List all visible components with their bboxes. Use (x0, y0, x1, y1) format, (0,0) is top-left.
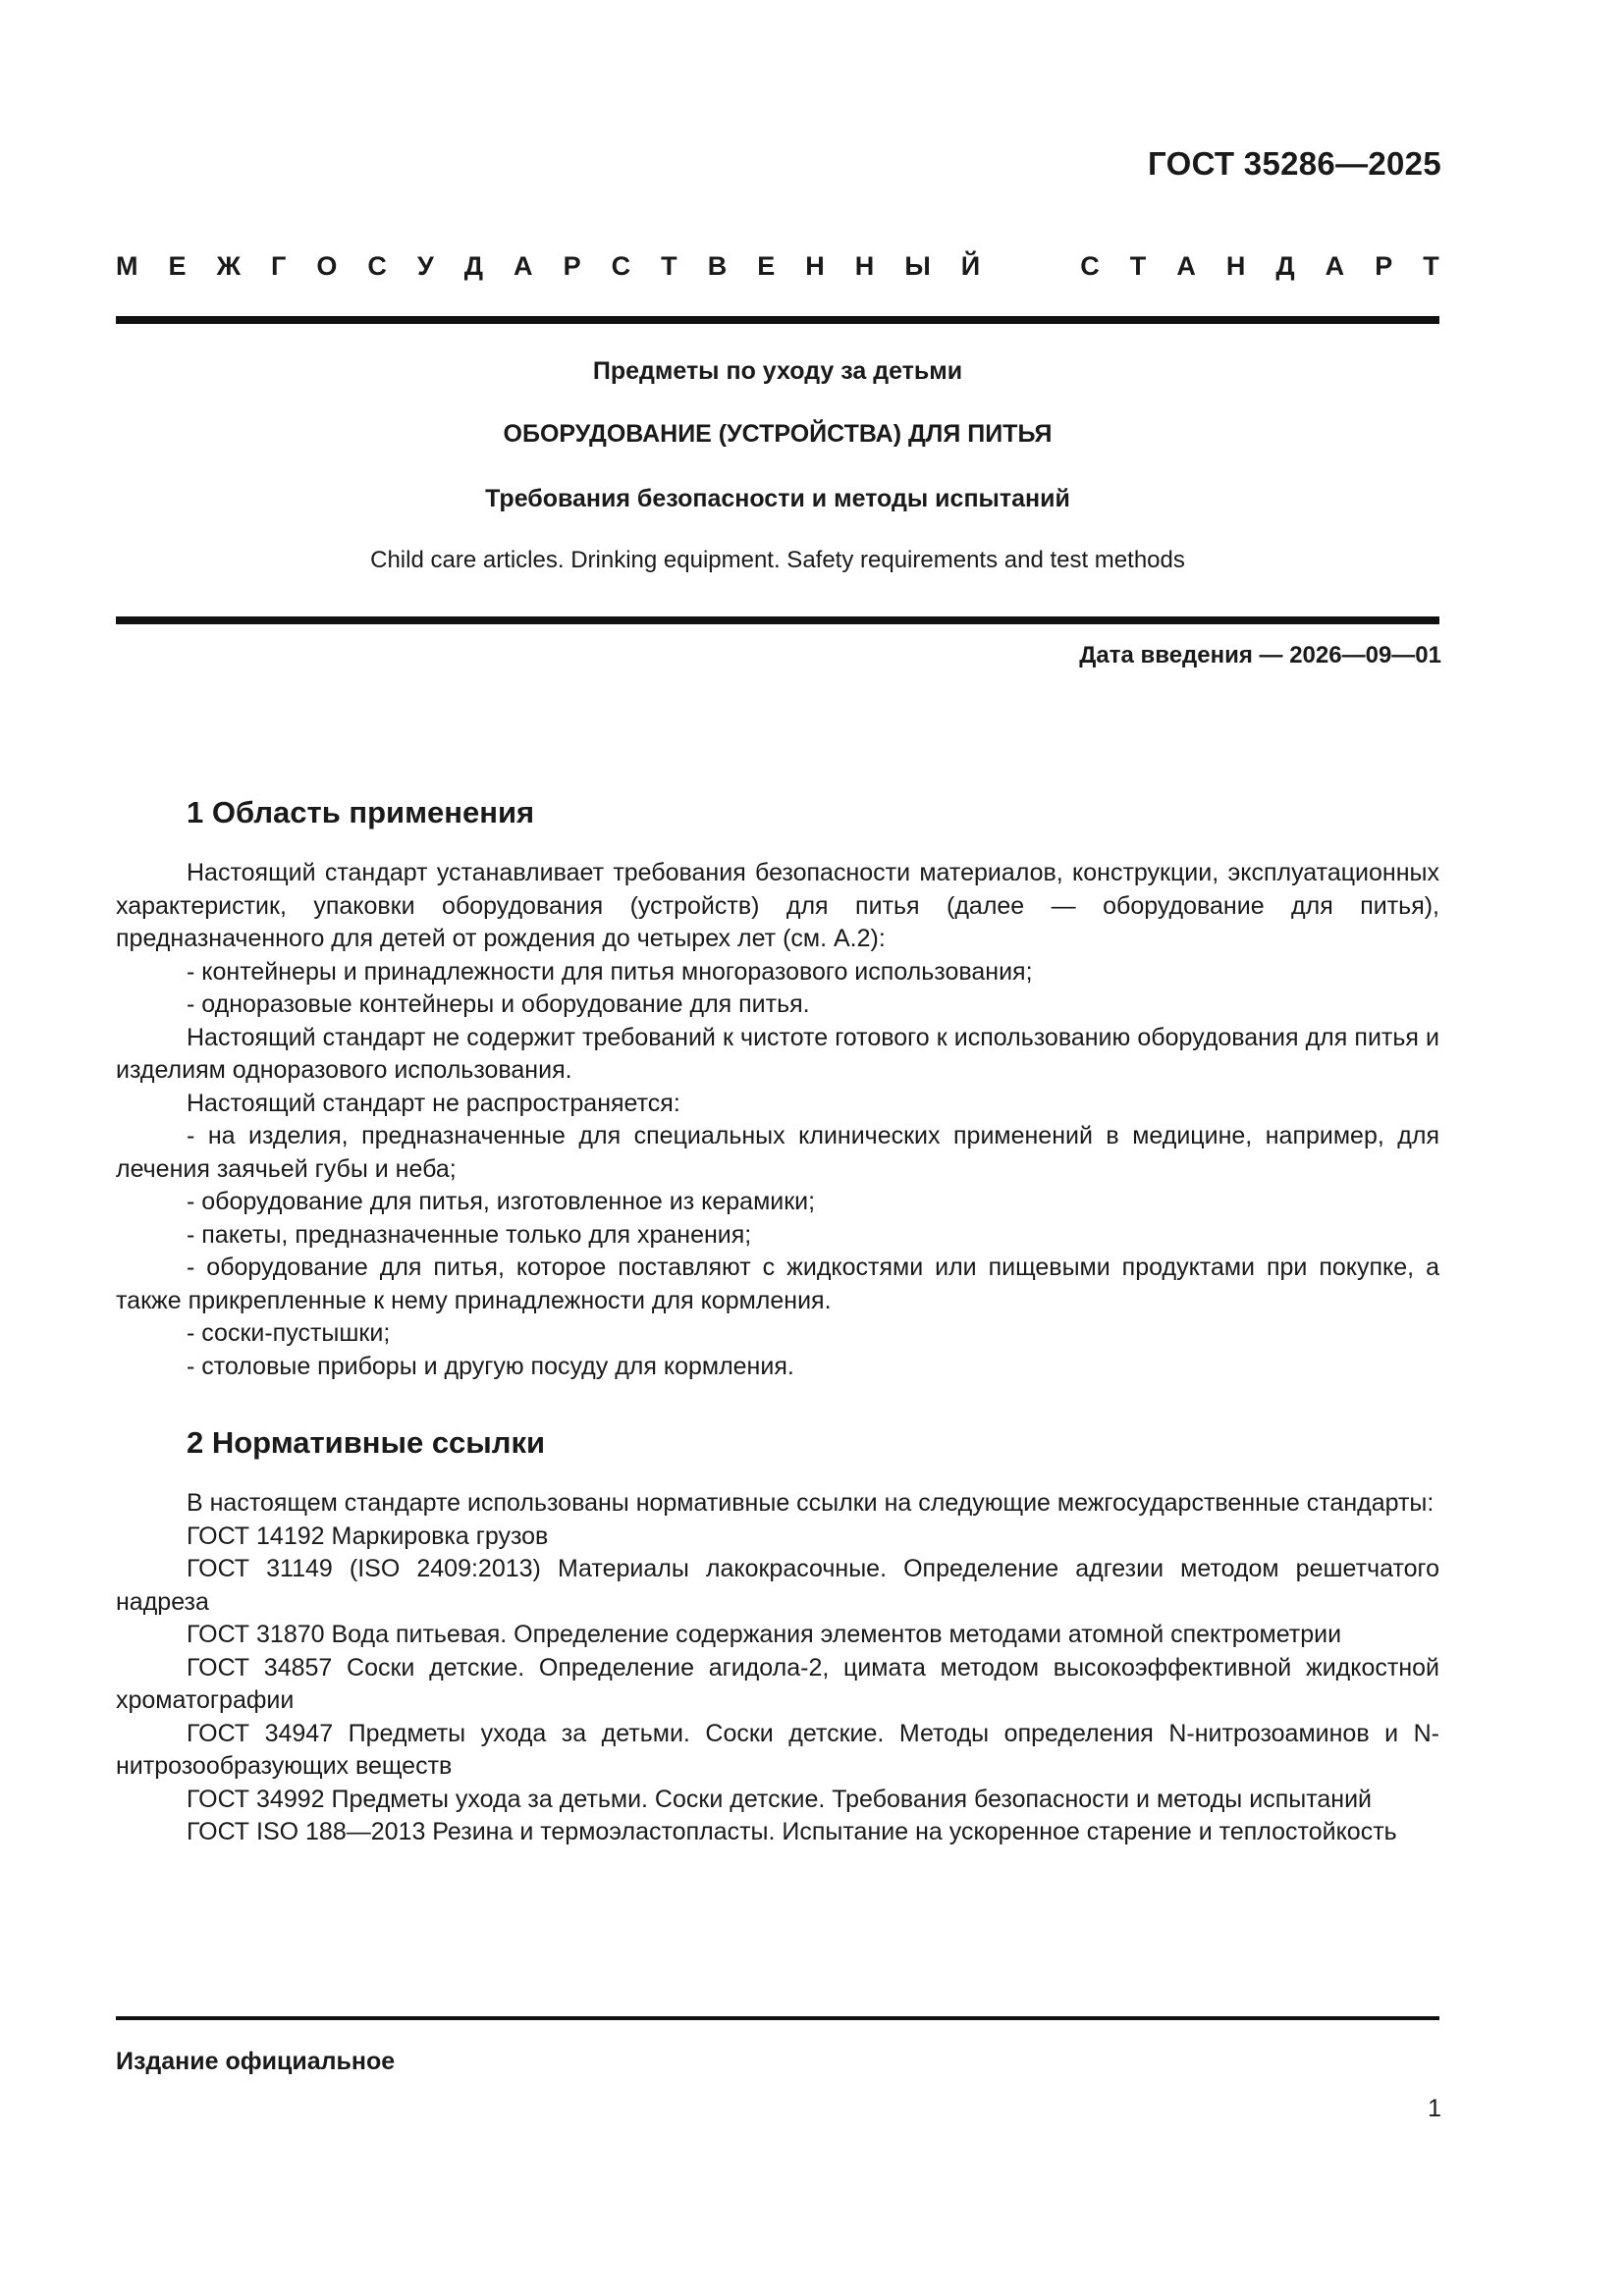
letter: С (1080, 251, 1100, 281)
letter: Й (960, 251, 981, 281)
reference-item: ГОСТ ISO 188—2013 Резина и термоэластопласты. Испытание на ускоренное старение и теплостойкость (187, 1818, 1397, 1845)
title-english: Child care articles. Drinking equipment. Safety requirements and test methods (370, 547, 1185, 573)
letter: Н (854, 251, 875, 281)
letter: Р (563, 251, 581, 281)
intro-date: Дата введения — 2026—09—01 (1079, 642, 1441, 668)
reference-item: ГОСТ 14192 Маркировка грузов (187, 1522, 549, 1550)
reference-item: ГОСТ 34992 Предметы ухода за детьми. Соски детские. Требования безопасности и методы испытаний (187, 1785, 1373, 1813)
section-heading: 2 Нормативные ссылки (187, 1425, 546, 1460)
letter: А (1176, 251, 1196, 281)
paragraph: Настоящий стандарт устанавливает требования безопасности материалов, конструкции, эксплуатационных характеристик, упаковки оборудования (устройств) для питья (далее — оборудование для питья), предназначенного для детей от рождения до четырех лет (см. А.2): (116, 859, 1439, 952)
reference-item: ГОСТ 34947 Предметы ухода за детьми. Соски детские. Методы определения N-нитрозоаминов и N-нитрозообразующих веществ (116, 1719, 1439, 1780)
page-number: 1 (1428, 2095, 1441, 2122)
header-rule (116, 316, 1439, 324)
letter: С (367, 251, 387, 281)
list-item: - столовые приборы и другую посуду для кормления. (187, 1352, 794, 1380)
title-line-2: ОБОРУДОВАНИЕ (УСТРОЙСТВА) ДЛЯ ПИТЬЯ (503, 420, 1053, 448)
section-heading: 1 Область применения (187, 795, 535, 829)
title-line-3: Требования безопасности и методы испытаний (485, 485, 1070, 512)
paragraph: Настоящий стандарт не содержит требований к чистоте готового к использованию оборудования для питья и изделиям одноразового использования. (116, 1023, 1439, 1084)
reference-item: ГОСТ 31870 Вода питьевая. Определение содержания элементов методами атомной спектрометрии (187, 1621, 1342, 1648)
letter: Е (757, 251, 776, 281)
paragraph: В настоящем стандарте использованы нормативные ссылки на следующие межгосударственные стандарты: (187, 1489, 1435, 1517)
official-edition: Издание официальное (116, 2048, 396, 2075)
letter: А (514, 251, 533, 281)
letter: Т (1423, 251, 1439, 281)
word-gap (1010, 251, 1050, 282)
list-item: - контейнеры и принадлежности для питья многоразового использования; (187, 957, 1033, 986)
letter: Д (463, 251, 484, 281)
letter: Т (1129, 251, 1147, 281)
letter: Е (168, 251, 187, 281)
list-item: - пакеты, предназначенные только для хранения; (187, 1220, 752, 1249)
reference-item: ГОСТ 34857 Соски детские. Определение агидола-2, цимата методом высокоэффективной жидкостной хроматографии (116, 1653, 1439, 1714)
letter: Ы (904, 251, 931, 281)
letter: М (116, 251, 138, 281)
letter: Н (805, 251, 825, 281)
section-body (116, 857, 1439, 1383)
letter: Н (1225, 251, 1246, 281)
reference-item: ГОСТ 31149 (ISO 2409:2013) Материалы лакокрасочные. Определение адгезии методом решетчатого надреза (116, 1555, 1439, 1616)
title-rule (116, 616, 1439, 624)
list-item: - одноразовые контейнеры и оборудование для питья. (187, 990, 810, 1018)
letter: О (316, 251, 338, 281)
gost-number: ГОСТ 35286—2025 (1148, 145, 1441, 182)
letter: В (707, 251, 728, 281)
letter: Р (1375, 251, 1393, 281)
list-item: - на изделия, предназначенные для специальных клинических применений в медицине, например, для лечения заячьей губы и неба; (116, 1122, 1439, 1183)
letter: Г (271, 251, 287, 281)
list-item: - оборудование для питья, которое поставляют с жидкостями или пищевыми продуктами при покупке, а также прикрепленные к нему принадлежности для кормления. (116, 1254, 1439, 1314)
letter: Д (1275, 251, 1295, 281)
letter: А (1325, 251, 1345, 281)
paragraph: Настоящий стандарт не распространяется: (187, 1089, 680, 1117)
letter: С (611, 251, 631, 281)
list-item: - соски-пустышки; (187, 1319, 391, 1347)
section-body (116, 1487, 1439, 1849)
footer-rule (116, 2016, 1439, 2020)
title-line-1: Предметы по уходу за детьми (592, 357, 963, 385)
letter: Т (661, 251, 677, 281)
letter: У (416, 251, 434, 281)
list-item: - оборудование для питья, изготовленное из керамики; (187, 1188, 816, 1215)
letter: Ж (216, 251, 241, 281)
interstate-standard-label (116, 251, 1439, 282)
